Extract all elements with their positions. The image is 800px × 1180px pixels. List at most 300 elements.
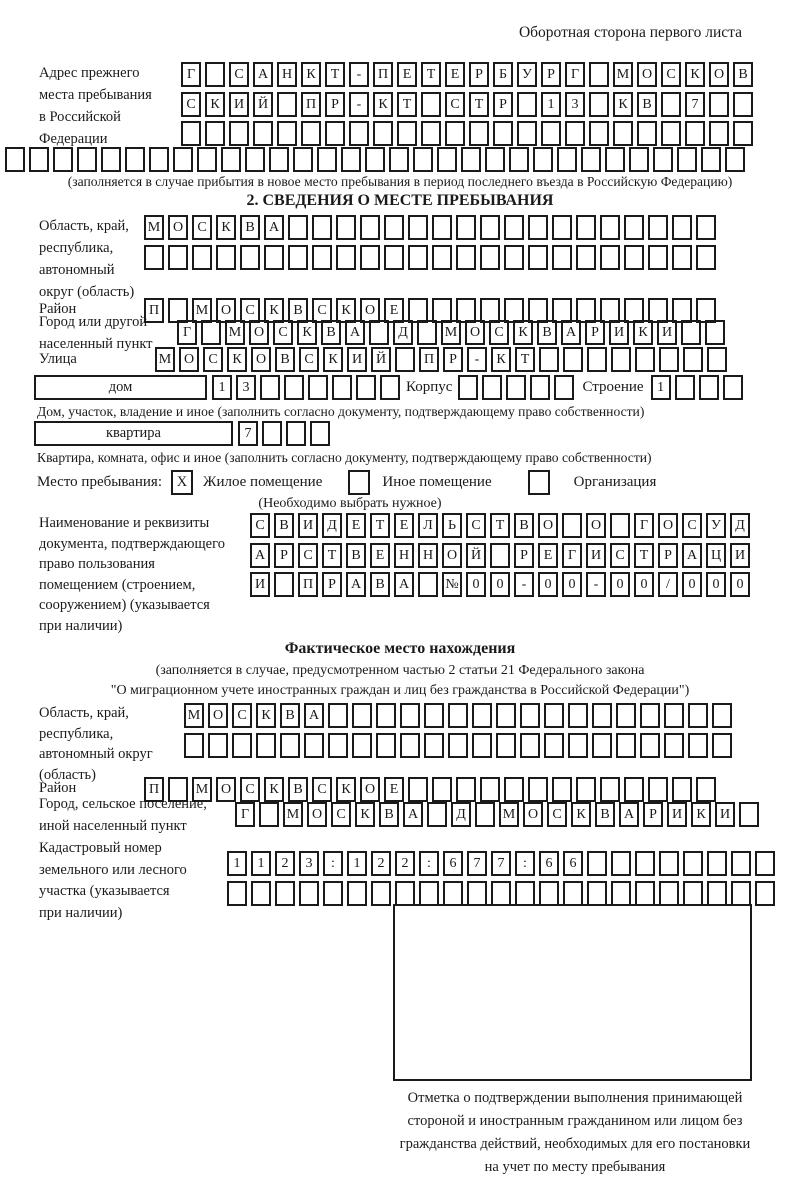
char-cell[interactable] [504, 245, 524, 270]
char-cell[interactable] [605, 147, 625, 172]
char-cell[interactable] [288, 245, 308, 270]
char-cell[interactable] [400, 733, 420, 758]
char-cell[interactable] [624, 245, 644, 270]
char-cell[interactable] [173, 147, 193, 172]
char-cell[interactable] [576, 215, 596, 240]
char-cell[interactable] [509, 147, 529, 172]
char-cell[interactable]: Р [514, 543, 534, 568]
char-cell[interactable] [562, 513, 582, 538]
char-cell[interactable] [168, 245, 188, 270]
char-cell[interactable]: К [264, 298, 284, 323]
char-cell[interactable] [101, 147, 121, 172]
char-cell[interactable] [336, 245, 356, 270]
char-cell[interactable]: П [373, 62, 393, 87]
char-cell[interactable] [563, 881, 583, 906]
char-cell[interactable] [424, 703, 444, 728]
char-cell[interactable] [611, 881, 631, 906]
char-cell[interactable] [288, 215, 308, 240]
char-cell[interactable]: 6 [563, 851, 583, 876]
char-cell[interactable] [661, 92, 681, 117]
char-cell[interactable]: 1 [347, 851, 367, 876]
char-cell[interactable] [384, 245, 404, 270]
char-cell[interactable]: Л [418, 513, 438, 538]
char-cell[interactable] [539, 347, 559, 372]
char-cell[interactable]: К [323, 347, 343, 372]
char-cell[interactable] [755, 881, 775, 906]
char-cell[interactable]: 1 [651, 375, 671, 400]
char-cell[interactable]: К [373, 92, 393, 117]
char-cell[interactable] [482, 375, 502, 400]
char-cell[interactable] [707, 881, 727, 906]
char-cell[interactable] [530, 375, 550, 400]
char-cell[interactable] [308, 375, 328, 400]
char-cell[interactable] [456, 215, 476, 240]
char-cell[interactable] [384, 215, 404, 240]
char-cell[interactable]: Ь [442, 513, 462, 538]
char-cell[interactable] [472, 733, 492, 758]
char-cell[interactable] [328, 733, 348, 758]
char-cell[interactable] [739, 802, 759, 827]
char-cell[interactable] [144, 245, 164, 270]
char-cell[interactable]: 3 [565, 92, 585, 117]
char-cell[interactable] [317, 147, 337, 172]
char-cell[interactable]: М [613, 62, 633, 87]
char-cell[interactable]: В [379, 802, 399, 827]
char-cell[interactable]: 3 [299, 851, 319, 876]
char-cell[interactable] [432, 215, 452, 240]
char-cell[interactable]: О [538, 513, 558, 538]
char-cell[interactable] [260, 375, 280, 400]
char-cell[interactable]: А [403, 802, 423, 827]
char-cell[interactable] [733, 92, 753, 117]
char-cell[interactable]: Т [322, 543, 342, 568]
char-cell[interactable] [664, 733, 684, 758]
char-cell[interactable] [480, 245, 500, 270]
char-cell[interactable]: 7 [685, 92, 705, 117]
char-cell[interactable] [29, 147, 49, 172]
char-cell[interactable] [472, 703, 492, 728]
char-cell[interactable] [256, 733, 276, 758]
char-cell[interactable] [312, 215, 332, 240]
char-cell[interactable]: - [349, 62, 369, 87]
char-cell[interactable] [709, 92, 729, 117]
char-cell[interactable] [360, 245, 380, 270]
char-cell[interactable]: В [346, 543, 366, 568]
char-cell[interactable]: К [691, 802, 711, 827]
char-cell[interactable] [707, 851, 727, 876]
char-cell[interactable] [648, 245, 668, 270]
char-cell[interactable]: : [515, 851, 535, 876]
char-cell[interactable] [201, 320, 221, 345]
char-cell[interactable]: В [240, 215, 260, 240]
char-cell[interactable] [520, 703, 540, 728]
char-cell[interactable] [417, 320, 437, 345]
char-cell[interactable]: - [349, 92, 369, 117]
residential-checkbox[interactable]: X [171, 470, 193, 495]
char-cell[interactable] [389, 147, 409, 172]
char-cell[interactable]: 7 [467, 851, 487, 876]
char-cell[interactable] [264, 245, 284, 270]
char-cell[interactable] [205, 62, 225, 87]
char-cell[interactable] [427, 802, 447, 827]
char-cell[interactable] [208, 733, 228, 758]
char-cell[interactable] [275, 881, 295, 906]
char-cell[interactable]: К [264, 777, 284, 802]
char-cell[interactable] [413, 147, 433, 172]
char-cell[interactable]: О [360, 777, 380, 802]
char-cell[interactable]: К [513, 320, 533, 345]
char-cell[interactable] [274, 572, 294, 597]
char-cell[interactable] [755, 851, 775, 876]
char-cell[interactable] [262, 421, 282, 446]
char-cell[interactable] [629, 147, 649, 172]
char-cell[interactable]: 0 [634, 572, 654, 597]
char-cell[interactable]: И [586, 543, 606, 568]
char-cell[interactable] [696, 215, 716, 240]
char-cell[interactable]: И [298, 513, 318, 538]
char-cell[interactable] [332, 375, 352, 400]
char-cell[interactable] [587, 347, 607, 372]
char-cell[interactable]: 6 [539, 851, 559, 876]
char-cell[interactable] [456, 245, 476, 270]
char-cell[interactable]: К [227, 347, 247, 372]
char-cell[interactable] [448, 703, 468, 728]
char-cell[interactable]: Г [181, 62, 201, 87]
char-cell[interactable] [587, 881, 607, 906]
char-cell[interactable] [672, 245, 692, 270]
char-cell[interactable]: 0 [466, 572, 486, 597]
char-cell[interactable] [259, 802, 279, 827]
char-cell[interactable]: 3 [236, 375, 256, 400]
char-cell[interactable] [400, 703, 420, 728]
organization-checkbox[interactable] [528, 470, 550, 495]
char-cell[interactable] [312, 245, 332, 270]
char-cell[interactable] [205, 121, 225, 146]
char-cell[interactable] [227, 881, 247, 906]
char-cell[interactable] [437, 147, 457, 172]
char-cell[interactable] [408, 215, 428, 240]
char-cell[interactable] [709, 121, 729, 146]
char-cell[interactable] [635, 347, 655, 372]
char-cell[interactable] [229, 121, 249, 146]
char-cell[interactable] [197, 147, 217, 172]
char-cell[interactable] [589, 92, 609, 117]
char-cell[interactable] [341, 147, 361, 172]
char-cell[interactable] [664, 703, 684, 728]
char-cell[interactable] [328, 703, 348, 728]
char-cell[interactable] [245, 147, 265, 172]
char-cell[interactable] [733, 121, 753, 146]
char-cell[interactable]: 1 [227, 851, 247, 876]
char-cell[interactable] [445, 121, 465, 146]
char-cell[interactable] [496, 733, 516, 758]
char-cell[interactable] [528, 215, 548, 240]
char-cell[interactable] [696, 245, 716, 270]
char-cell[interactable] [701, 147, 721, 172]
char-cell[interactable]: А [682, 543, 702, 568]
char-cell[interactable]: К [336, 298, 356, 323]
char-cell[interactable]: 0 [490, 572, 510, 597]
char-cell[interactable]: 0 [682, 572, 702, 597]
char-cell[interactable]: К [336, 777, 356, 802]
char-cell[interactable] [251, 881, 271, 906]
char-cell[interactable] [323, 881, 343, 906]
char-cell[interactable]: С [192, 215, 212, 240]
char-cell[interactable]: И [347, 347, 367, 372]
char-cell[interactable]: Б [493, 62, 513, 87]
char-cell[interactable]: / [658, 572, 678, 597]
char-cell[interactable]: А [264, 215, 284, 240]
char-cell[interactable] [544, 703, 564, 728]
char-cell[interactable] [192, 245, 212, 270]
char-cell[interactable]: А [304, 703, 324, 728]
char-cell[interactable] [600, 245, 620, 270]
char-cell[interactable]: К [216, 215, 236, 240]
char-cell[interactable]: 7 [491, 851, 511, 876]
char-cell[interactable] [485, 147, 505, 172]
char-cell[interactable]: И [667, 802, 687, 827]
char-cell[interactable] [672, 215, 692, 240]
char-cell[interactable]: У [706, 513, 726, 538]
char-cell[interactable]: Р [541, 62, 561, 87]
char-cell[interactable] [461, 147, 481, 172]
char-cell[interactable] [554, 375, 574, 400]
char-cell[interactable] [490, 543, 510, 568]
char-cell[interactable]: С [312, 777, 332, 802]
char-cell[interactable]: 0 [562, 572, 582, 597]
char-cell[interactable]: 0 [610, 572, 630, 597]
char-cell[interactable]: О [709, 62, 729, 87]
char-cell[interactable] [395, 347, 415, 372]
char-cell[interactable]: М [499, 802, 519, 827]
char-cell[interactable]: С [610, 543, 630, 568]
char-cell[interactable]: Ц [706, 543, 726, 568]
char-cell[interactable]: А [253, 62, 273, 87]
char-cell[interactable] [589, 121, 609, 146]
char-cell[interactable] [675, 375, 695, 400]
char-cell[interactable]: О [216, 777, 236, 802]
char-cell[interactable]: Н [277, 62, 297, 87]
char-cell[interactable]: 0 [538, 572, 558, 597]
char-cell[interactable]: В [275, 347, 295, 372]
char-cell[interactable] [369, 320, 389, 345]
char-cell[interactable] [240, 245, 260, 270]
char-cell[interactable] [467, 881, 487, 906]
char-cell[interactable] [356, 375, 376, 400]
char-cell[interactable] [504, 215, 524, 240]
char-cell[interactable] [376, 733, 396, 758]
char-cell[interactable] [723, 375, 743, 400]
char-cell[interactable]: И [229, 92, 249, 117]
char-cell[interactable]: М [225, 320, 245, 345]
char-cell[interactable]: Г [235, 802, 255, 827]
char-cell[interactable] [592, 733, 612, 758]
char-cell[interactable]: 2 [371, 851, 391, 876]
char-cell[interactable] [659, 347, 679, 372]
char-cell[interactable]: Р [643, 802, 663, 827]
char-cell[interactable] [371, 881, 391, 906]
char-cell[interactable]: С [240, 298, 260, 323]
char-cell[interactable]: 7 [238, 421, 258, 446]
char-cell[interactable] [419, 881, 439, 906]
char-cell[interactable]: У [517, 62, 537, 87]
char-cell[interactable]: С [181, 92, 201, 117]
char-cell[interactable]: М [283, 802, 303, 827]
char-cell[interactable]: Т [421, 62, 441, 87]
char-cell[interactable] [648, 215, 668, 240]
char-cell[interactable]: Н [394, 543, 414, 568]
char-cell[interactable]: Н [418, 543, 438, 568]
char-cell[interactable] [517, 121, 537, 146]
char-cell[interactable] [688, 733, 708, 758]
other-premises-checkbox[interactable] [348, 470, 370, 495]
char-cell[interactable] [568, 733, 588, 758]
char-cell[interactable]: А [250, 543, 270, 568]
char-cell[interactable] [491, 881, 511, 906]
char-cell[interactable]: С [203, 347, 223, 372]
char-cell[interactable]: С [682, 513, 702, 538]
char-cell[interactable]: К [256, 703, 276, 728]
char-cell[interactable]: Р [322, 572, 342, 597]
char-cell[interactable] [149, 147, 169, 172]
char-cell[interactable]: Й [371, 347, 391, 372]
char-cell[interactable] [613, 121, 633, 146]
char-cell[interactable]: Р [443, 347, 463, 372]
char-cell[interactable]: 2 [395, 851, 415, 876]
char-cell[interactable] [480, 215, 500, 240]
char-cell[interactable]: : [323, 851, 343, 876]
char-cell[interactable] [352, 703, 372, 728]
char-cell[interactable]: К [633, 320, 653, 345]
char-cell[interactable] [352, 733, 372, 758]
char-cell[interactable] [552, 245, 572, 270]
char-cell[interactable]: К [301, 62, 321, 87]
char-cell[interactable]: 1 [541, 92, 561, 117]
char-cell[interactable]: С [445, 92, 465, 117]
char-cell[interactable]: 0 [706, 572, 726, 597]
char-cell[interactable]: О [523, 802, 543, 827]
char-cell[interactable]: О [307, 802, 327, 827]
char-cell[interactable] [576, 245, 596, 270]
char-cell[interactable] [347, 881, 367, 906]
char-cell[interactable] [181, 121, 201, 146]
char-cell[interactable]: В [370, 572, 390, 597]
char-cell[interactable]: С [299, 347, 319, 372]
char-cell[interactable]: Т [397, 92, 417, 117]
char-cell[interactable] [395, 881, 415, 906]
char-cell[interactable] [640, 733, 660, 758]
char-cell[interactable] [418, 572, 438, 597]
char-cell[interactable] [424, 733, 444, 758]
char-cell[interactable] [448, 733, 468, 758]
char-cell[interactable] [659, 881, 679, 906]
char-cell[interactable] [688, 703, 708, 728]
char-cell[interactable] [581, 147, 601, 172]
char-cell[interactable] [458, 375, 478, 400]
char-cell[interactable]: С [250, 513, 270, 538]
char-cell[interactable] [376, 703, 396, 728]
char-cell[interactable]: В [595, 802, 615, 827]
char-cell[interactable] [277, 92, 297, 117]
char-cell[interactable]: М [441, 320, 461, 345]
char-cell[interactable] [712, 733, 732, 758]
char-cell[interactable] [528, 245, 548, 270]
char-cell[interactable]: К [685, 62, 705, 87]
char-cell[interactable]: М [155, 347, 175, 372]
char-cell[interactable] [277, 121, 297, 146]
char-cell[interactable]: И [657, 320, 677, 345]
char-cell[interactable]: П [144, 777, 164, 802]
char-cell[interactable]: Р [658, 543, 678, 568]
char-cell[interactable]: М [184, 703, 204, 728]
char-cell[interactable]: С [273, 320, 293, 345]
char-cell[interactable] [533, 147, 553, 172]
char-cell[interactable] [712, 703, 732, 728]
char-cell[interactable]: В [733, 62, 753, 87]
char-cell[interactable] [635, 881, 655, 906]
char-cell[interactable]: С [661, 62, 681, 87]
char-cell[interactable]: Т [634, 543, 654, 568]
char-cell[interactable]: И [730, 543, 750, 568]
char-cell[interactable]: С [489, 320, 509, 345]
char-cell[interactable]: 6 [443, 851, 463, 876]
char-cell[interactable]: В [321, 320, 341, 345]
char-cell[interactable] [592, 703, 612, 728]
char-cell[interactable] [360, 215, 380, 240]
char-cell[interactable] [624, 215, 644, 240]
char-cell[interactable] [421, 121, 441, 146]
char-cell[interactable]: М [144, 215, 164, 240]
char-cell[interactable] [653, 147, 673, 172]
char-cell[interactable] [232, 733, 252, 758]
char-cell[interactable]: А [345, 320, 365, 345]
char-cell[interactable] [506, 375, 526, 400]
char-cell[interactable]: О [658, 513, 678, 538]
char-cell[interactable] [589, 62, 609, 87]
char-cell[interactable] [496, 703, 516, 728]
char-cell[interactable]: - [514, 572, 534, 597]
char-cell[interactable] [299, 881, 319, 906]
char-cell[interactable]: О [208, 703, 228, 728]
char-cell[interactable] [310, 421, 330, 446]
char-cell[interactable]: М [192, 298, 212, 323]
char-cell[interactable]: Р [325, 92, 345, 117]
char-cell[interactable]: М [192, 777, 212, 802]
char-cell[interactable] [184, 733, 204, 758]
char-cell[interactable] [380, 375, 400, 400]
char-cell[interactable] [637, 121, 657, 146]
char-cell[interactable] [216, 245, 236, 270]
char-cell[interactable]: Д [322, 513, 342, 538]
char-cell[interactable]: К [205, 92, 225, 117]
char-cell[interactable] [616, 703, 636, 728]
char-cell[interactable] [284, 375, 304, 400]
char-cell[interactable] [5, 147, 25, 172]
char-cell[interactable]: Т [490, 513, 510, 538]
char-cell[interactable] [77, 147, 97, 172]
char-cell[interactable] [304, 733, 324, 758]
char-cell[interactable]: Р [274, 543, 294, 568]
char-cell[interactable] [683, 347, 703, 372]
char-cell[interactable]: А [619, 802, 639, 827]
char-cell[interactable]: О [586, 513, 606, 538]
char-cell[interactable]: Е [445, 62, 465, 87]
char-cell[interactable]: В [514, 513, 534, 538]
char-cell[interactable] [611, 851, 631, 876]
char-cell[interactable]: О [179, 347, 199, 372]
char-cell[interactable] [269, 147, 289, 172]
char-cell[interactable] [640, 703, 660, 728]
